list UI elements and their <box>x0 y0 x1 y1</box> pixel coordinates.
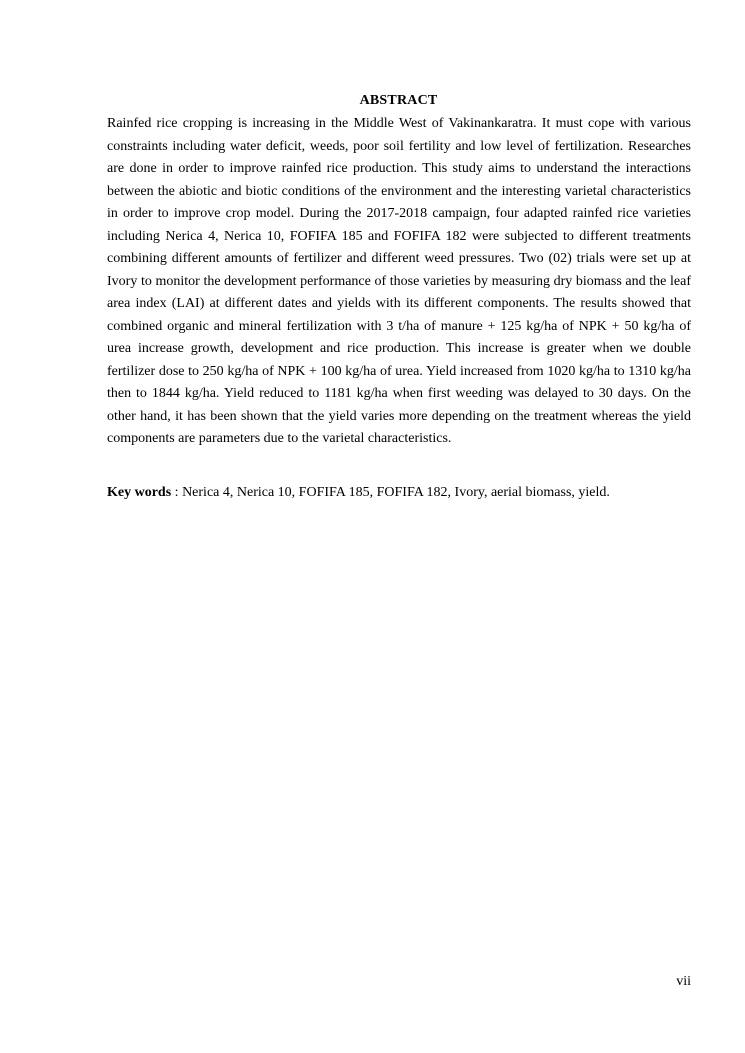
keywords-text: Nerica 4, Nerica 10, FOFIFA 185, FOFIFA 182, Ivory, aerial biomass, yield. <box>182 485 610 500</box>
keywords-separator: : <box>171 485 183 500</box>
keywords-label: Key words <box>107 485 172 500</box>
abstract-heading: ABSTRACT <box>359 93 438 108</box>
page-number: vii <box>676 974 691 989</box>
keywords-line <box>107 483 691 503</box>
abstract-body: Rainfed rice cropping is increasing in the Middle West of Vakinankaratra. It must cope with various constraints including water deficit, weeds, poor soil fertility and low level of fertilization. Researches are done in order to improve rainfed rice production. This study aims to understand the interactions between the abiotic and biotic conditions of the environment and the interesting varietal characteristics in order to improve crop model. During the 2017-2018 campaign, four adapted rainfed rice varieties including Nerica 4, Nerica 10, FOFIFA 185 and FOFIFA 182 were subjected to different treatments combining different amounts of fertilizer and different weed pressures. Two (02) trials were set up at Ivory to monitor the development performance of those varieties by measuring dry biomass and the leaf area index (LAI) at different dates and yields with its different components. The results showed that combined organic and mineral fertilization with 3 t/ha of manure + 125 kg/ha of NPK + 50 kg/ha of urea increase growth, development and rice production. This increase is greater when we double fertilizer dose to 250 kg/ha of NPK + 100 kg/ha of urea. Yield increased from 1020 kg/ha to 1310 kg/ha then to 1844 kg/ha. Yield reduced to 1181 kg/ha when first weeding was delayed to 30 days. On the other hand, it has been shown that the yield varies more depending on the treatment whereas the yield components are parameters due to the varietal characteristics. <box>107 116 691 446</box>
